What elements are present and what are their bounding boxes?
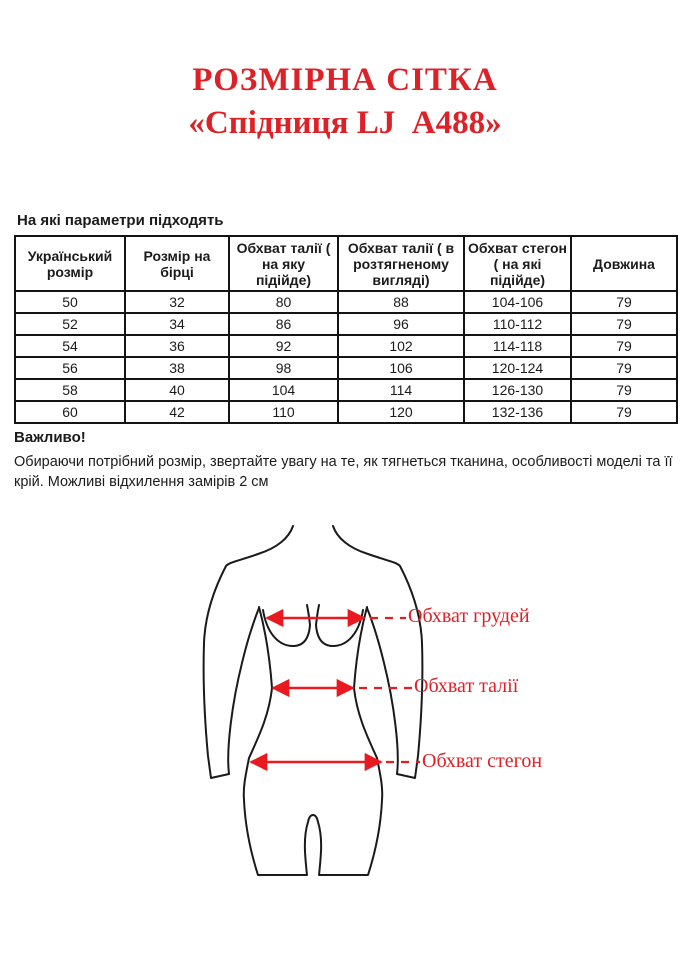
figure-left-torso-leg-outline bbox=[244, 607, 313, 875]
table-cell: 54 bbox=[15, 335, 125, 357]
important-heading: Важливо! bbox=[14, 429, 86, 446]
table-cell: 92 bbox=[229, 335, 338, 357]
table-cell: 120-124 bbox=[464, 357, 571, 379]
table-cell: 104-106 bbox=[464, 291, 571, 313]
important-text: Обираючи потрібний розмір, звертайте увагу на те, як тягнеться тканина, особливості моделі та її крій. Можливі відхилення замірів 2 см bbox=[14, 454, 673, 490]
table-cell: 96 bbox=[338, 313, 464, 335]
table-cell: 36 bbox=[125, 335, 229, 357]
table-cell: 88 bbox=[338, 291, 464, 313]
table-cell: 79 bbox=[571, 313, 677, 335]
table-cell: 50 bbox=[15, 291, 125, 313]
col-header-tag-size: Розмір на бірці bbox=[125, 236, 229, 291]
table-cell: 120 bbox=[338, 401, 464, 423]
table-cell: 56 bbox=[15, 357, 125, 379]
table-cell: 52 bbox=[15, 313, 125, 335]
figure-right-torso-leg-outline bbox=[313, 607, 382, 875]
table-cell: 114-118 bbox=[464, 335, 571, 357]
table-row bbox=[15, 335, 677, 357]
table-row bbox=[15, 379, 677, 401]
table-cell: 80 bbox=[229, 291, 338, 313]
table-row bbox=[15, 313, 677, 335]
table-cell: 110 bbox=[229, 401, 338, 423]
page-title bbox=[0, 58, 690, 144]
table-cell: 98 bbox=[229, 357, 338, 379]
figure-right-arm-outline bbox=[333, 526, 422, 778]
figure-bust-curves bbox=[263, 605, 363, 646]
table-cell: 114 bbox=[338, 379, 464, 401]
col-header-hips: Обхват стегон ( на які підійде) bbox=[464, 236, 571, 291]
table-cell: 126-130 bbox=[464, 379, 571, 401]
table-cell: 106 bbox=[338, 357, 464, 379]
table-cell: 86 bbox=[229, 313, 338, 335]
table-cell: 79 bbox=[571, 401, 677, 423]
bust-label: Обхват грудей bbox=[408, 605, 530, 627]
table-cell: 79 bbox=[571, 291, 677, 313]
table-cell: 58 bbox=[15, 379, 125, 401]
table-cell: 79 bbox=[571, 335, 677, 357]
col-header-length: Довжина bbox=[571, 236, 677, 291]
table-cell: 102 bbox=[338, 335, 464, 357]
col-header-waist-stretched: Обхват талії ( в розтягненому вигляді) bbox=[338, 236, 464, 291]
measurement-diagram bbox=[180, 498, 560, 888]
table-cell: 40 bbox=[125, 379, 229, 401]
table-caption: На які параметри підходять bbox=[17, 212, 224, 229]
table-cell: 32 bbox=[125, 291, 229, 313]
waist-label: Обхват талії bbox=[414, 675, 519, 697]
hips-label: Обхват стегон bbox=[422, 750, 543, 772]
size-table bbox=[14, 235, 678, 424]
table-cell: 132-136 bbox=[464, 401, 571, 423]
table-cell: 38 bbox=[125, 357, 229, 379]
table-cell: 79 bbox=[571, 357, 677, 379]
table-cell: 60 bbox=[15, 401, 125, 423]
table-row bbox=[15, 401, 677, 423]
table-cell: 104 bbox=[229, 379, 338, 401]
page-title-line1: РОЗМІРНА СІТКА bbox=[192, 62, 498, 98]
table-row bbox=[15, 291, 677, 313]
table-cell: 110-112 bbox=[464, 313, 571, 335]
table-cell: 34 bbox=[125, 313, 229, 335]
table-header-row bbox=[15, 236, 677, 291]
page-title-line2: «Спідниця LJ А488» bbox=[188, 105, 502, 141]
col-header-ukrainian-size: Український розмір bbox=[15, 236, 125, 291]
table-row bbox=[15, 357, 677, 379]
figure-left-arm-outline bbox=[204, 526, 293, 778]
table-cell: 79 bbox=[571, 379, 677, 401]
col-header-waist: Обхват талії ( на яку підійде) bbox=[229, 236, 338, 291]
table-cell: 42 bbox=[125, 401, 229, 423]
